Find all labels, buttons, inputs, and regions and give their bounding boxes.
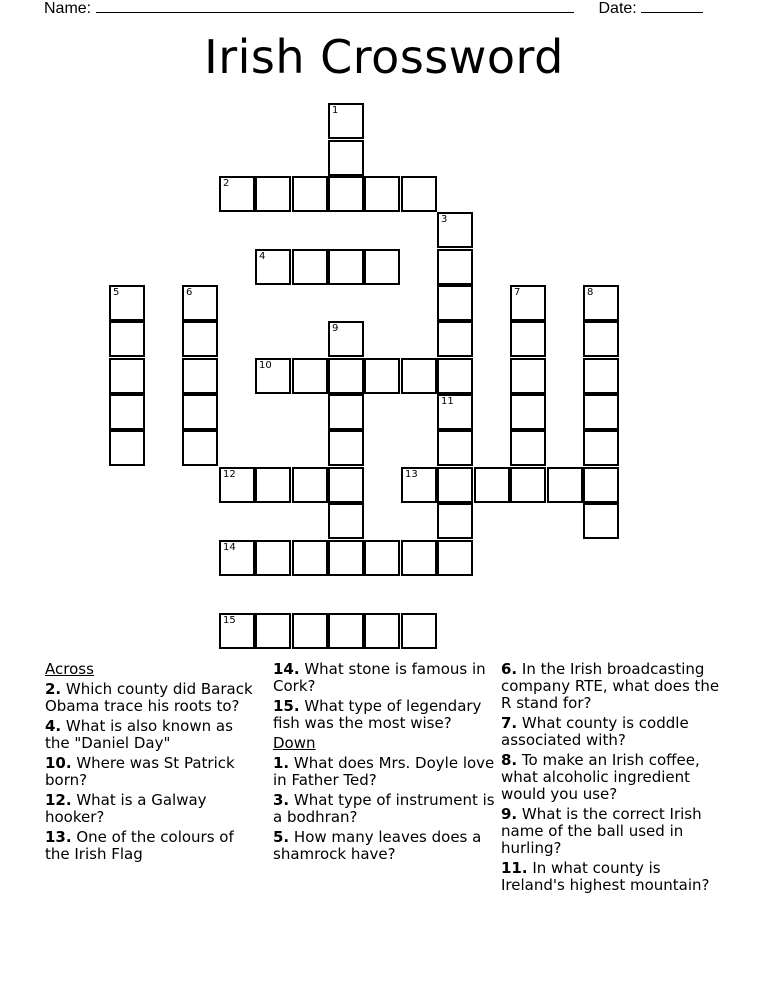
grid-cell[interactable]: [109, 394, 145, 430]
grid-cell[interactable]: [583, 321, 619, 357]
clues-column-3: [501, 661, 726, 897]
clue-text: What stone is famous in Cork?: [273, 660, 486, 695]
grid-cell[interactable]: [182, 321, 218, 357]
grid-cell[interactable]: [437, 212, 473, 248]
grid-cell[interactable]: [510, 430, 546, 466]
cell-number: 13: [405, 469, 418, 480]
clue-number: 11.: [501, 859, 528, 877]
grid-cell[interactable]: [401, 176, 437, 212]
clue-text: What type of legendary fish was the most wise?: [273, 697, 482, 732]
across-heading: Across: [45, 660, 94, 678]
clue-across-4: [45, 718, 260, 752]
clue-text: One of the colours of the Irish Flag: [45, 828, 234, 863]
grid-cell[interactable]: [364, 176, 400, 212]
grid-cell[interactable]: [255, 249, 291, 285]
grid-cell[interactable]: [219, 467, 255, 503]
clue-down-1: [273, 755, 498, 789]
clue-text: What does Mrs. Doyle love in Father Ted?: [273, 754, 495, 789]
clue-across-10: [45, 755, 260, 789]
grid-cell[interactable]: [109, 430, 145, 466]
grid-cell[interactable]: [510, 394, 546, 430]
grid-cell[interactable]: [328, 503, 364, 539]
grid-cell[interactable]: [547, 467, 583, 503]
clue-number: 15.: [273, 697, 300, 715]
grid-cell[interactable]: [328, 140, 364, 176]
grid-cell[interactable]: [292, 176, 328, 212]
grid-cell[interactable]: [437, 430, 473, 466]
grid-cell[interactable]: [437, 540, 473, 576]
clue-number: 10.: [45, 754, 72, 772]
clue-down-5: [273, 829, 498, 863]
grid-cell[interactable]: [583, 467, 619, 503]
clue-number: 13.: [45, 828, 72, 846]
clue-across-12: [45, 792, 260, 826]
clue-across-14: [273, 661, 498, 695]
grid-cell[interactable]: [328, 358, 364, 394]
grid-cell[interactable]: [401, 613, 437, 649]
grid-cell[interactable]: [328, 430, 364, 466]
clue-down-11: [501, 860, 726, 894]
grid-cell[interactable]: [437, 249, 473, 285]
grid-cell[interactable]: [437, 394, 473, 430]
grid-cell[interactable]: [219, 176, 255, 212]
cell-number: 2: [223, 178, 230, 189]
grid-cell[interactable]: [109, 285, 145, 321]
name-label: Name:: [44, 0, 92, 17]
clues-column-1: [45, 661, 260, 866]
clue-text: What is also known as the "Daniel Day": [45, 717, 233, 752]
page-title: Irish Crossword: [204, 30, 564, 84]
clue-number: 1.: [273, 754, 290, 772]
clue-number: 6.: [501, 660, 518, 678]
grid-cell[interactable]: [219, 613, 255, 649]
grid-cell[interactable]: [401, 540, 437, 576]
grid-cell[interactable]: [401, 467, 437, 503]
grid-cell[interactable]: [328, 321, 364, 357]
cell-number: 15: [223, 615, 236, 626]
grid-cell[interactable]: [255, 467, 291, 503]
grid-cell[interactable]: [328, 540, 364, 576]
clue-down-9: [501, 806, 726, 857]
cell-number: 8: [587, 287, 594, 298]
grid-cell[interactable]: [182, 430, 218, 466]
clue-across-15: [273, 698, 498, 732]
grid-cell[interactable]: [364, 249, 400, 285]
grid-cell[interactable]: [328, 176, 364, 212]
down-heading: Down: [273, 734, 316, 752]
grid-cell[interactable]: [292, 467, 328, 503]
grid-cell[interactable]: [109, 321, 145, 357]
grid-cell[interactable]: [401, 358, 437, 394]
clue-number: 5.: [273, 828, 290, 846]
grid-cell[interactable]: [510, 467, 546, 503]
grid-cell[interactable]: [182, 285, 218, 321]
cell-number: 3: [441, 214, 448, 225]
cell-number: 6: [186, 287, 193, 298]
clue-text: How many leaves does a shamrock have?: [273, 828, 482, 863]
cell-number: 12: [223, 469, 236, 480]
clue-text: What type of instrument is a bodhran?: [273, 791, 495, 826]
grid-cell[interactable]: [255, 358, 291, 394]
cell-number: 9: [332, 323, 339, 334]
cell-number: 5: [113, 287, 120, 298]
grid-cell[interactable]: [328, 103, 364, 139]
clue-number: 8.: [501, 751, 518, 769]
grid-cell[interactable]: [510, 321, 546, 357]
clue-text: To make an Irish coffee, what alcoholic ingredient would you use?: [501, 751, 700, 803]
grid-cell[interactable]: [292, 540, 328, 576]
grid-cell[interactable]: [510, 358, 546, 394]
grid-cell[interactable]: [292, 249, 328, 285]
clue-down-6: [501, 661, 726, 712]
grid-cell[interactable]: [328, 394, 364, 430]
clues-column-2: [273, 661, 498, 866]
grid-cell[interactable]: [510, 285, 546, 321]
clue-down-3: [273, 792, 498, 826]
clue-text: Where was St Patrick born?: [45, 754, 235, 789]
grid-cell[interactable]: [583, 430, 619, 466]
grid-cell[interactable]: [583, 285, 619, 321]
grid-cell[interactable]: [328, 613, 364, 649]
grid-cell[interactable]: [292, 358, 328, 394]
grid-cell[interactable]: [364, 540, 400, 576]
clue-down-7: [501, 715, 726, 749]
grid-cell[interactable]: [583, 503, 619, 539]
clue-across-2: [45, 681, 260, 715]
grid-cell[interactable]: [182, 394, 218, 430]
clue-text: What is the correct Irish name of the ball used in hurling?: [501, 805, 702, 857]
clue-number: 4.: [45, 717, 62, 735]
cell-number: 10: [259, 360, 272, 371]
clue-number: 2.: [45, 680, 62, 698]
cell-number: 11: [441, 396, 454, 407]
grid-cell[interactable]: [583, 394, 619, 430]
grid-cell[interactable]: [109, 358, 145, 394]
grid-cell[interactable]: [583, 358, 619, 394]
grid-cell[interactable]: [437, 358, 473, 394]
grid-cell[interactable]: [437, 285, 473, 321]
grid-cell[interactable]: [437, 467, 473, 503]
clue-number: 14.: [273, 660, 300, 678]
clue-number: 7.: [501, 714, 518, 732]
grid-cell[interactable]: [437, 321, 473, 357]
cell-number: 7: [514, 287, 521, 298]
clue-text: Which county did Barack Obama trace his roots to?: [45, 680, 253, 715]
clue-text: What county is coddle associated with?: [501, 714, 689, 749]
clue-text: In what county is Ireland's highest mountain?: [501, 859, 710, 894]
clue-number: 12.: [45, 791, 72, 809]
grid-cell[interactable]: [474, 467, 510, 503]
grid-cell[interactable]: [437, 503, 473, 539]
grid-cell[interactable]: [328, 249, 364, 285]
cell-number: 14: [223, 542, 236, 553]
clue-across-13: [45, 829, 260, 863]
grid-cell[interactable]: [328, 467, 364, 503]
clue-number: 9.: [501, 805, 518, 823]
grid-cell[interactable]: [292, 613, 328, 649]
grid-cell[interactable]: [182, 358, 218, 394]
cell-number: 1: [332, 105, 339, 116]
grid-cell[interactable]: [364, 358, 400, 394]
clue-text: In the Irish broadcasting company RTE, what does the R stand for?: [501, 660, 720, 712]
clue-text: What is a Galway hooker?: [45, 791, 207, 826]
cell-number: 4: [259, 251, 266, 262]
grid-cell[interactable]: [219, 540, 255, 576]
clue-number: 3.: [273, 791, 290, 809]
clue-down-8: [501, 752, 726, 803]
date-label: Date:: [598, 0, 637, 17]
grid-cell[interactable]: [255, 540, 291, 576]
grid-cell[interactable]: [255, 613, 291, 649]
grid-cell[interactable]: [255, 176, 291, 212]
grid-cell[interactable]: [364, 613, 400, 649]
